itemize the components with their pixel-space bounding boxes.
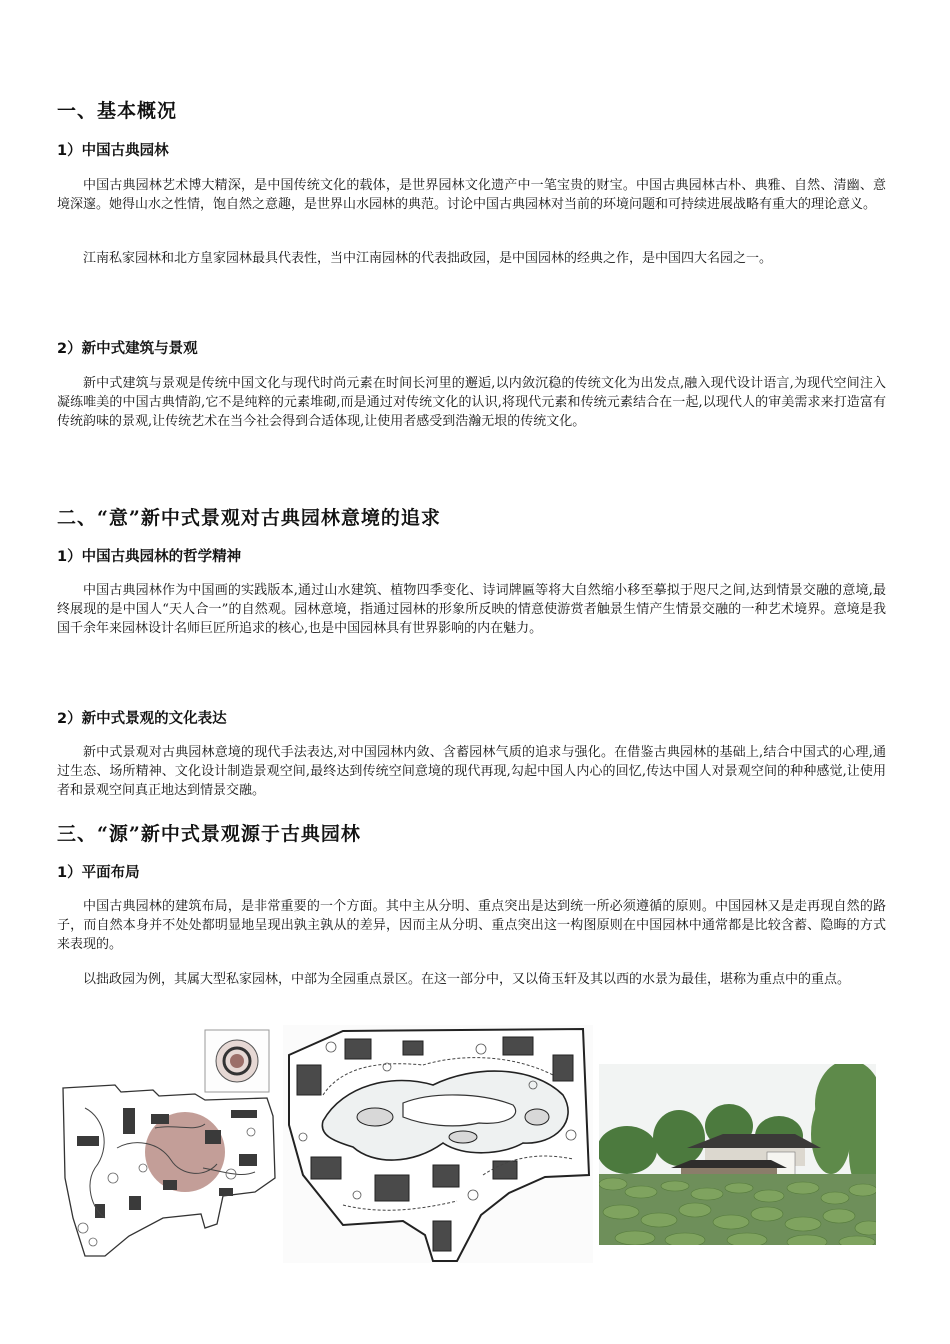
- paragraph-2-2-1: 新中式景观对古典园林意境的现代手法表达,对中国园林内敛、含蓄园林气质的追求与强化。在借鉴古典园林的基础上,结合中国式的心理,通过生态、场所精神、文化设计制造景观空间,最终达到传统空间意境的现代再现,勾起中国人内心的回忆,传达中国人对景观空间的种种感觉,让使用者和景观空间真正地达到情景交融。: [57, 745, 886, 798]
- paragraph-2-1-1: 中国古典园林作为中国画的实践版本,通过山水建筑、植物四季变化、诗词牌匾等将大自然缩小移至摹拟于咫尺之间,达到情景交融的意境,最终展现的是中国人“天人合一”的自然观。园林意境，指通过园林的形象所反映的情意使游赏者触景生情产生情景交融的一种艺术境界。意境是我国千余年来园林设计名师巨匠所追求的核心,也是中国园林具有世界影响的内在魅力。: [57, 583, 886, 636]
- site-plan-keymap-center: [230, 1054, 244, 1068]
- paragraph-1-2-1: 新中式建筑与景观是传统中国文化与现代时尚元素在时间长河里的邂逅,以内敛沉稳的传统文化为出发点,融入现代设计语言,为现代空间注入凝练唯美的中国古典情韵,它不是纯粹的元素堆砌,而是通过对传统文化的认识,将现代元素和传统元素结合在一起,以现代人的审美需求来打造富有传统韵味的景观,让传统艺术在当今社会得到合适体现,让使用者感受到浩瀚无垠的传统文化。: [57, 376, 886, 429]
- garden-photo: [599, 1064, 876, 1245]
- paragraph-1-1-2: 江南私家园林和北方皇家园林最具代表性，当中江南园林的代表拙政园，是中国园林的经典之作，是中国四大名园之一。: [83, 251, 773, 266]
- subheading-2-2: 2）新中式景观的文化表达: [57, 711, 227, 727]
- site-plan-drawing: [55, 1028, 285, 1260]
- section-heading-3: 三、“源”新中式景观源于古典园林: [57, 823, 361, 845]
- subheading-2-1: 1）中国古典园林的哲学精神: [57, 549, 242, 565]
- site-plan-figure: [55, 1028, 285, 1260]
- photo-pavilion-lower-roof: [671, 1160, 787, 1168]
- garden-plan-drawing: [283, 1025, 593, 1263]
- paragraph-3-1-2: 以拙政园为例，其属大型私家园林，中部为全园重点景区。在这一部分中，又以倚玉轩及其以西的水景为最佳，堪称为重点中的重点。: [83, 972, 851, 987]
- garden-photo-image: [599, 1064, 876, 1245]
- paragraph-3-1-1: 中国古典园林的建筑布局，是非常重要的一个方面。其中主从分明、重点突出是达到统一所必须遵循的原则。中国园林又是走再现自然的路子，而自然本身并不处处都明显地呈现出孰主孰从的差异，因而主从分明、重点突出这一构图原则在中国园林中通常都是比较含蓄、隐晦的方式来表现的。: [57, 899, 886, 952]
- subheading-1-1: 1）中国古典园林: [57, 143, 169, 159]
- garden-plan-figure: [283, 1025, 593, 1263]
- subheading-1-2: 2）新中式建筑与景观: [57, 341, 198, 357]
- subheading-3-1: 1）平面布局: [57, 865, 140, 881]
- section-heading-1: 一、基本概况: [57, 100, 178, 122]
- paragraph-1-1-1: 中国古典园林艺术博大精深，是中国传统文化的载体，是世界园林文化遗产中一笔宝贵的财宝。中国古典园林古朴、典雅、自然、清幽、意境深邃。她得山水之性情，饱自然之意趣，是世界山水园林的典范。讨论中国古典园林对当前的环境问题和可持续进展战略有重大的理论意义。: [57, 178, 886, 212]
- section-heading-2: 二、“意”新中式景观对古典园林意境的追求: [57, 507, 441, 529]
